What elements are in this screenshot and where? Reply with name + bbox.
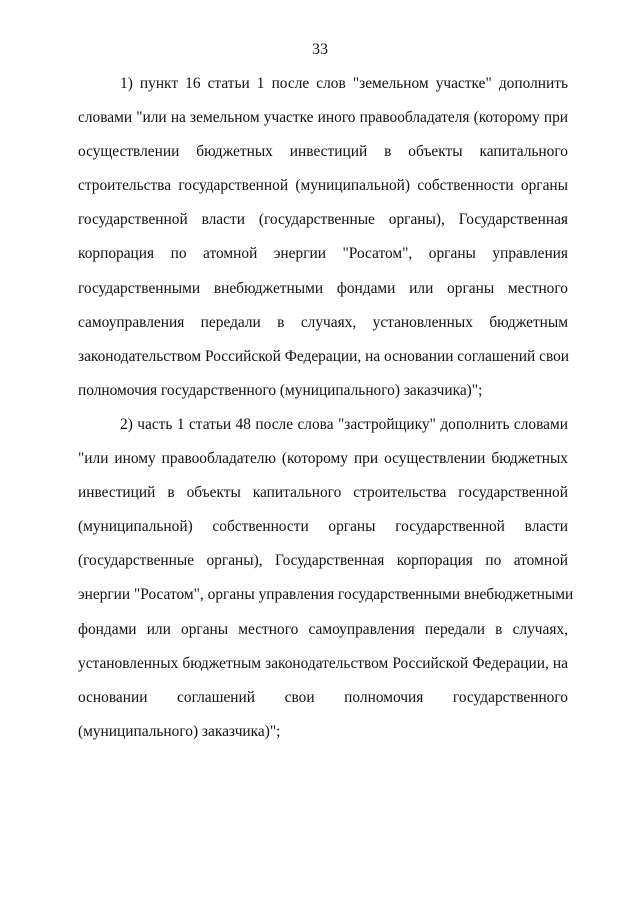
paragraph-line: словами "или на земельном участке иного правообладателя (которому при [78, 109, 568, 127]
paragraph-line: полномочия государственного (муниципального) заказчика)"; [78, 381, 483, 399]
paragraph-line: инвестиций в объекты капитального строительства государственной [78, 484, 568, 502]
paragraph-line: государственной власти (государственные органы), Государственная [78, 211, 568, 229]
paragraph-line: 1) пункт 16 статьи 1 после слов "земельном участке" дополнить [120, 75, 568, 92]
paragraph-line: государственными внебюджетными фондами или органы местного [78, 279, 568, 297]
paragraph-line: 2) часть 1 статьи 48 после слова "застройщику" дополнить словами [120, 415, 568, 433]
document-body [78, 75, 574, 758]
paragraph-line: корпорация по атомной энергии "Росатом", органы управления [78, 245, 568, 263]
paragraph-line: строительства государственной (муниципальной) собственности органы [78, 177, 568, 195]
paragraph-1 [78, 76, 568, 417]
paragraph-line: "или иному правообладателю (которому при осуществлении бюджетных [78, 450, 568, 468]
paragraph-line: (государственные органы), Государственная корпорация по атомной [78, 552, 568, 570]
paragraph-line: (муниципального) заказчика)"; [78, 722, 281, 740]
paragraph-line: основании соглашений свои полномочия государственного [78, 688, 568, 706]
paragraph-line: законодательством Российской Федерации, на основании соглашений свои [78, 347, 570, 365]
paragraph-2 [78, 415, 574, 758]
paragraph-line: фондами или органы местного самоуправления передали в случаях, [78, 620, 568, 638]
paragraph-line: (муниципальной) собственности органы государственной власти [78, 518, 568, 536]
paragraph-line: установленных бюджетным законодательством Российской Федерации, на [78, 654, 568, 672]
paragraph-line: энергии "Росатом", органы управления государственными внебюджетными [78, 586, 574, 604]
paragraph-line: самоуправления передали в случаях, установленных бюджетным [78, 313, 568, 331]
paragraph-line: осуществлении бюджетных инвестиций в объекты капитального [78, 143, 568, 161]
page-number: 33 [312, 41, 328, 58]
